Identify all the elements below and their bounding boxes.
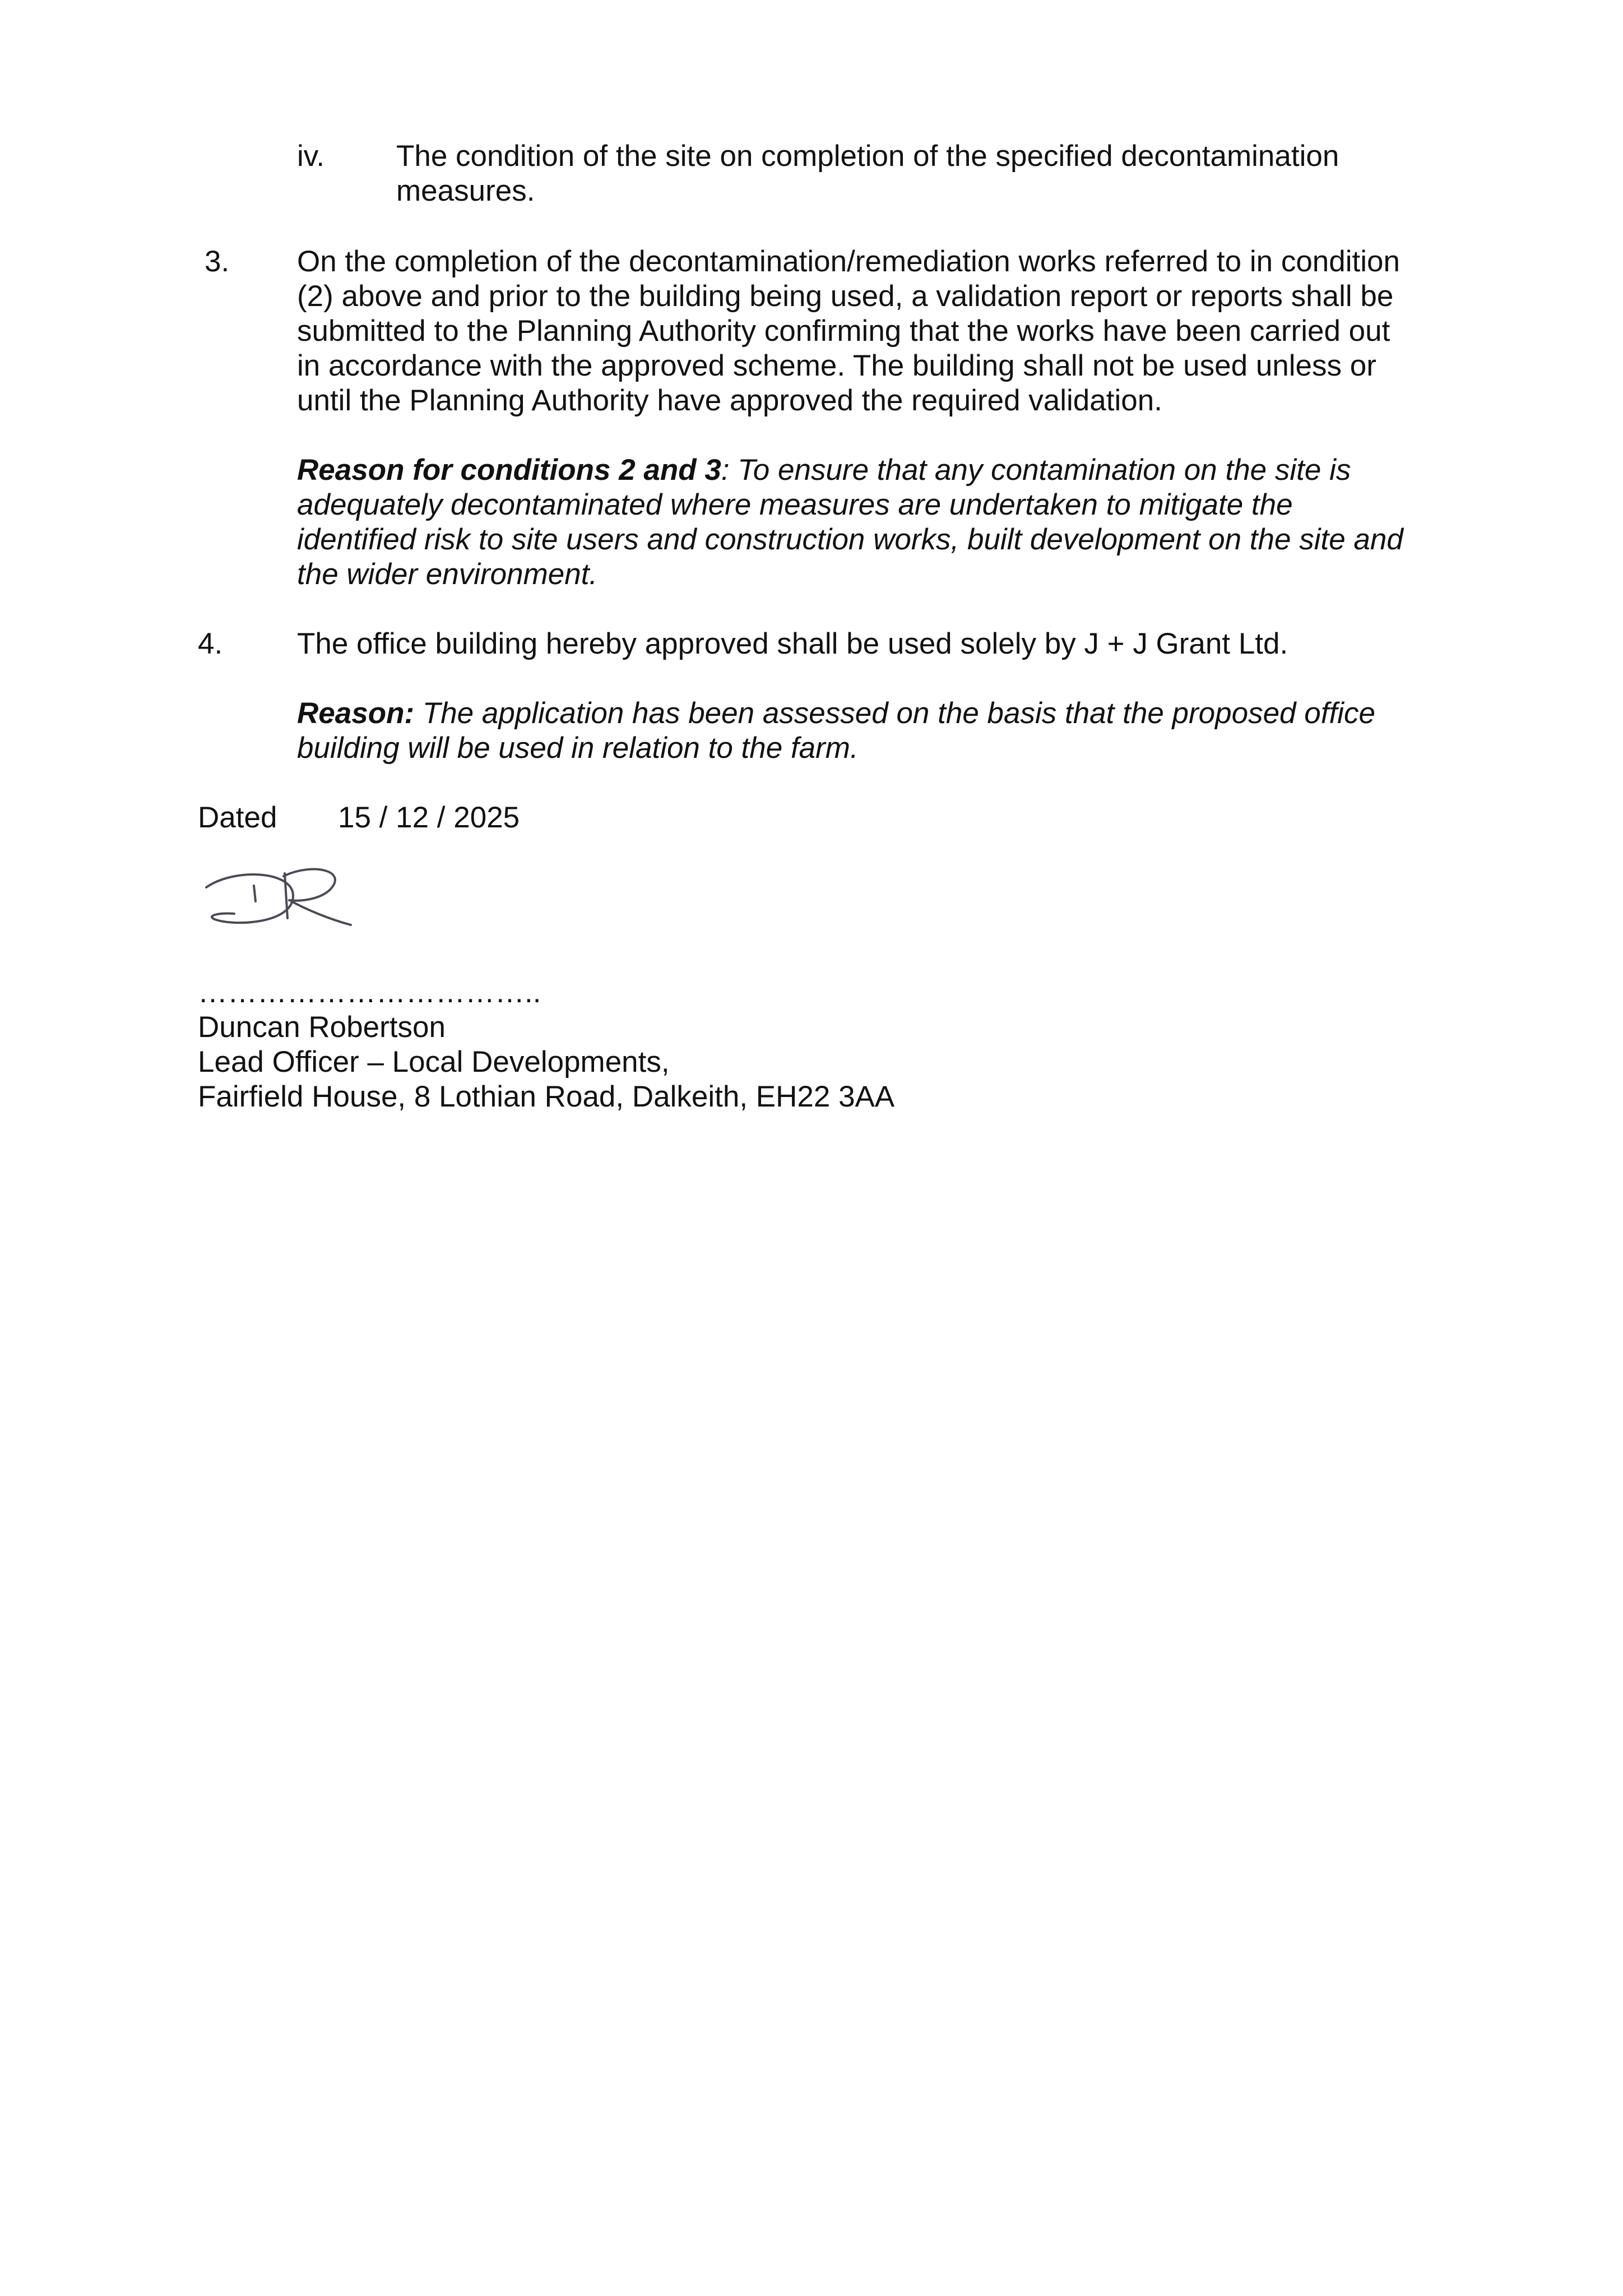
condition-number: 4. (198, 627, 223, 660)
signatory-title: Lead Officer – Local Developments, (198, 1045, 670, 1078)
signatory-address: Fairfield House, 8 Lothian Road, Dalkeith, EH22 3AA (198, 1080, 895, 1113)
signature-line: …………………………….. (198, 976, 541, 1009)
reason-first-line (297, 453, 1351, 488)
condition-text-line: (2) above and prior to the building being used, a validation report or reports shall be (297, 280, 1394, 313)
condition-text-line: The office building hereby approved shall be used solely by J + J Grant Ltd. (297, 627, 1288, 660)
reason-text: : To ensure that any contamination on the site is (721, 453, 1351, 487)
reason-text: The application has been assessed on the basis that the proposed office (414, 697, 1375, 730)
condition-text-line: submitted to the Planning Authority confirming that the works have been carried out (297, 314, 1390, 348)
item-marker: iv. (297, 140, 325, 173)
condition-text-line: On the completion of the decontamination/remediation works referred to in condition (297, 245, 1400, 278)
dated-value: 15 / 12 / 2025 (338, 801, 520, 834)
item-text-line: The condition of the site on completion of the specified decontamination (396, 140, 1339, 173)
condition-number: 3. (205, 245, 230, 278)
reason-label: Reason for conditions 2 and 3 (297, 453, 721, 487)
signatory-name: Duncan Robertson (198, 1011, 446, 1044)
condition-text-line: until the Planning Authority have approved the required validation. (297, 384, 1162, 417)
reason-text-line: building will be used in relation to the farm. (297, 732, 859, 765)
reason-label: Reason: (297, 697, 415, 730)
reason-text-line: adequately decontaminated where measures are undertaken to mitigate the (297, 488, 1293, 521)
dated-label: Dated (198, 801, 277, 834)
reason-text-line: identified risk to site users and construction works, built development on the site and (297, 523, 1403, 556)
reason-text-line: the wider environment. (297, 558, 598, 591)
signature-image (195, 857, 363, 941)
reason-first-line (297, 696, 1375, 731)
condition-text-line: in accordance with the approved scheme. The building shall not be used unless or (297, 349, 1376, 382)
item-text-line: measures. (396, 174, 535, 207)
